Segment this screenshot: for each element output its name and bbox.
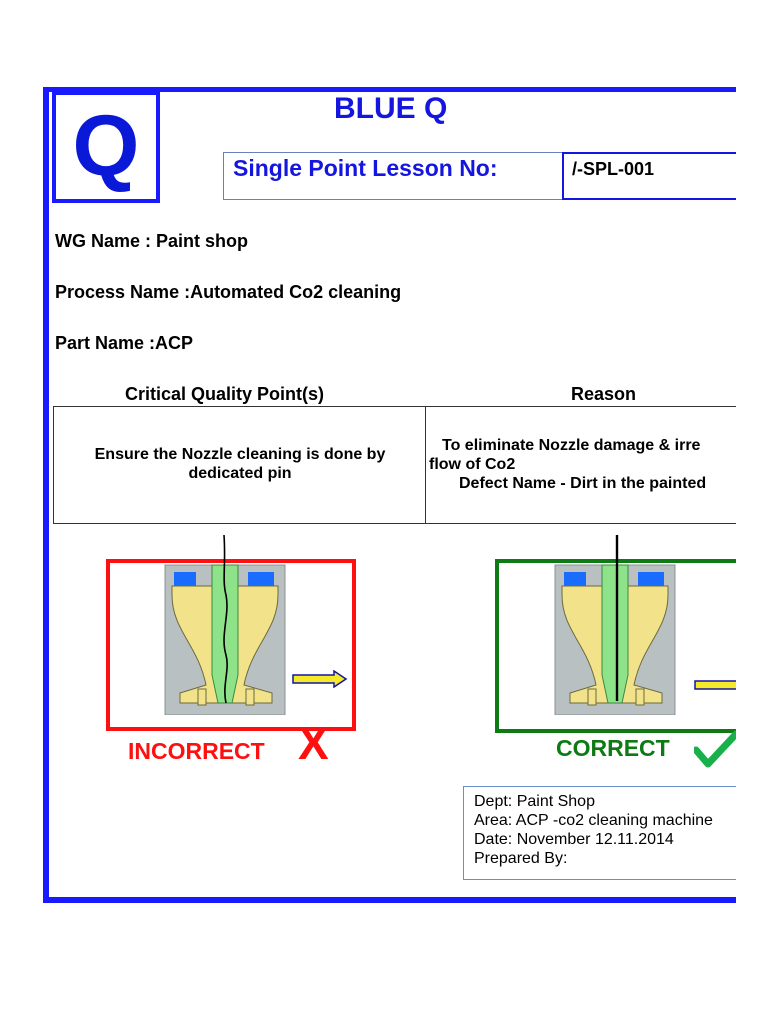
footer-area: Area: ACP -co2 cleaning machine — [474, 812, 713, 829]
incorrect-label: INCORRECT — [128, 738, 265, 764]
critical-header: Critical Quality Point(s) — [125, 384, 325, 404]
incorrect-mark: X — [298, 717, 329, 769]
reason-line: flow of Co2 — [429, 456, 516, 473]
lesson-number: /-SPL-001 — [572, 159, 655, 179]
check-icon — [694, 730, 736, 768]
logo-letter: Q — [72, 98, 140, 194]
correct-flow-arrow — [694, 676, 736, 696]
wg-name: WG Name : Paint shop — [55, 231, 249, 251]
reason-text — [429, 436, 706, 493]
critical-point-text: Ensure the Nozzle cleaning is done by dedicated pin — [94, 446, 386, 482]
correct-label: CORRECT — [556, 735, 670, 761]
logo — [52, 91, 160, 203]
brand-name: BLUE Q — [334, 92, 448, 125]
correct-nozzle-illustration — [550, 535, 680, 715]
part-name: Part Name :ACP — [55, 333, 194, 353]
footer-dept: Dept: Paint Shop — [474, 793, 595, 810]
table-divider — [425, 406, 426, 523]
incorrect-flow-arrow — [292, 670, 348, 688]
lesson-label: Single Point Lesson No: — [233, 155, 498, 181]
footer-date: Date: November 12.11.2014 — [474, 831, 674, 848]
reason-line: To eliminate Nozzle damage & irre — [442, 437, 701, 454]
footer-prepared-by: Prepared By: — [474, 850, 568, 867]
reason-line: Defect Name - Dirt in the painted — [459, 475, 707, 492]
reason-header: Reason — [571, 384, 637, 404]
incorrect-nozzle-illustration — [160, 535, 360, 715]
process-name: Process Name :Automated Co2 cleaning — [55, 282, 402, 302]
